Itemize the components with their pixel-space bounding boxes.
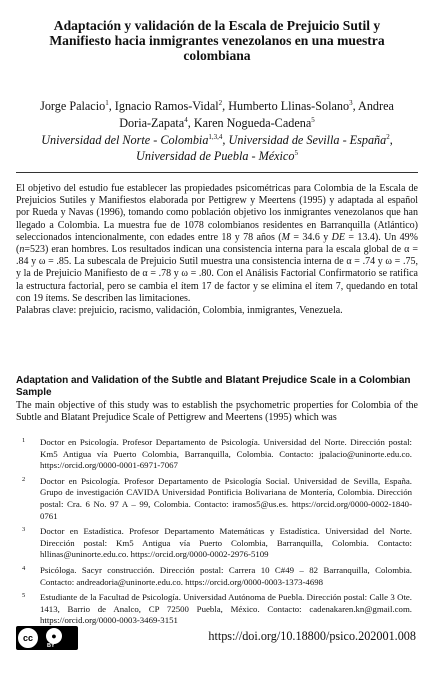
footnote xyxy=(22,592,412,627)
english-title: Adaptation and Validation of the Subtle and Blatant Prejudice Scale in a Colombian Sample xyxy=(16,375,411,399)
author-name: Jorge Palacio xyxy=(40,99,106,113)
author-name: Humberto Llinas-Solano xyxy=(228,99,350,113)
author-name: Ignacio Ramos-Vidal xyxy=(114,99,219,113)
page-footer xyxy=(16,626,416,652)
article-title: Adaptación y validación de la Escala de Prejuicio Sutil y Manifiesto hacia inmigrantes venezolanos en una muestra colombiana xyxy=(49,18,385,64)
sd-symbol: DE xyxy=(331,231,345,243)
author-name: Andrea Doria-Zapata xyxy=(119,99,394,130)
by-label: BY xyxy=(47,643,55,649)
author-sup: 3 xyxy=(349,98,353,107)
footnote xyxy=(22,526,412,561)
footnote-number: 5 xyxy=(22,592,26,600)
footnote-text: Doctor en Psicología. Profesor Departamento de Psicología Social. Universidad de Sevilla, España. Grupo de investigación CAVIDA Universidad Pontificia Bolivariana de Montería, Colombia. Dirección postal: Cra. 6 No. 97 A – 99, Colombia. Contacto: iramos5@us.es. https://orcid.org/0000-0002-1840-0761 xyxy=(40,475,412,521)
author-name: Karen Nogueda-Cadena xyxy=(193,115,312,130)
keywords-es: Palabras clave: prejuicio, racismo, validación, Colombia, inmigrantes, Venezuela. xyxy=(16,305,343,317)
section-divider xyxy=(16,172,418,173)
cc-logo-icon: cc xyxy=(18,628,38,648)
footnote-number: 2 xyxy=(22,475,26,483)
affiliation-sup: 5 xyxy=(294,149,298,158)
footnote xyxy=(22,437,412,472)
author-sup: 1 xyxy=(105,98,109,107)
footnote-text: Estudiante de la Facultad de Psicología. Universidad Autónoma de Puebla. Dirección postal: Calle 3 Ote. 1413, Barrio de Analco, CP 72500 Puebla, México. Contacto: cadenakaren.kn@gmail.com. https://orcid.org/0000-0003-3469-3151 xyxy=(40,592,412,626)
footnote-number: 3 xyxy=(22,526,26,534)
abstract-text-part: = 34.6 y xyxy=(289,231,332,243)
footnote-text: Doctor en Estadística. Profesor Departamento Matemáticas y Estadística. Universidad del Norte. Dirección postal: Km5 Antigua vía Puerto Colombia, Barranquilla, Colombia. Contacto: hllinas@uninorte.edu.co. https://orcid.org/0000-0002-2976-5109 xyxy=(40,526,412,560)
affiliation: Universidad de Sevilla - España xyxy=(228,132,387,147)
footnote xyxy=(22,565,412,588)
affiliation-sup: 1,3,4 xyxy=(208,132,223,141)
footnote-number: 1 xyxy=(22,437,26,444)
person-icon: ● xyxy=(46,628,62,644)
abstract-text-part: =523) eran hombres. Los resultados indican una consistencia interna para la escala global de α = .84 y ω = .85. La subescala de Prejuicio Sutil muestra una consistencia interna de α = .74 y ω = .75, y la de Prejuicio Manifiesto de α = .78 y ω = .80. Con el Análisis Factorial Confirmatorio se ratifica la estructura factorial, pero se cambia el ítem 17 de factor y se elimina el ítem 7, quedando en total con 19 ítems. Se describen las limitaciones. xyxy=(16,244,418,304)
n-symbol: n xyxy=(19,244,25,256)
cc-by-license-icon[interactable] xyxy=(16,626,78,650)
footnotes xyxy=(22,437,412,631)
footnote-text: Psicóloga. Sacyr construcción. Dirección postal: Carrera 10 C#49 – 82 Barranquilla, Colombia. Contacto: andreadoria@uninorte.edu.co. https://orcid.org/0000-0003-1373-4698 xyxy=(40,564,412,587)
affiliation: Universidad de Puebla - México xyxy=(136,149,295,164)
footnote-text: Doctor en Psicología. Profesor Departamento de Psicología. Universidad del Norte. Dirección postal: Km5 Antigua vía Puerto Colombia, Barranquilla, Colombia. Contacto: jpalacio@uninorte.edu.co. https://orcid.org/0000-0001-6971-7067 xyxy=(40,437,412,471)
mean-symbol: M xyxy=(281,231,290,243)
footnote xyxy=(22,476,412,522)
author-sup: 5 xyxy=(311,115,315,124)
abstract-text-part: El objetivo del estudio fue establecer las propiedades psicométricas para Colombia de la Escala de Prejuicios Sutiles y Manifiestos elaborada por Pettigrew y Meertens (1995) y adaptada al español por Rueda y Navas (1996), tomando como población objetivo los inmigrantes venezolanos que han llegado a Colombia. La muestra fue de 1078 colombianos residentes en Barranquilla (Atlántico) seleccionados intencionalmente, con edades entre 18 y 78 años ( xyxy=(16,183,418,243)
author-block: Jorge Palacio$^1$, Ignacio Ramos-Vidal$^2$, Humberto Llinas-Solano$^3$, Andrea Doria-Zapata$^4$, Karen Nogueda-Cadena$^5$ Universidad del Norte - Colombia$^{1,3,4}$, Universidad de Sevilla - España$^2$, Universidad de Puebla - México$^5$ xyxy=(40,98,394,164)
english-abstract: The main objective of this study was to establish the psychometric properties for Colombia of the Subtle and Blatant Prejudice Scale of Pettigrew and Meertens (1995) which was xyxy=(16,400,418,424)
abstract-es xyxy=(16,183,418,317)
footnote-number: 4 xyxy=(22,564,26,572)
author-sup: 2 xyxy=(218,98,223,107)
author-sup: 4 xyxy=(184,115,188,124)
abstract-es-text xyxy=(16,183,418,305)
doi-link[interactable]: https://doi.org/10.18800/psico.202001.008 xyxy=(208,629,416,643)
affiliation-sup: 2 xyxy=(386,132,390,141)
abstract-text-part: = 13.4). Un 49% ( xyxy=(16,231,419,256)
affiliation: Universidad del Norte - Colombia xyxy=(41,132,209,147)
